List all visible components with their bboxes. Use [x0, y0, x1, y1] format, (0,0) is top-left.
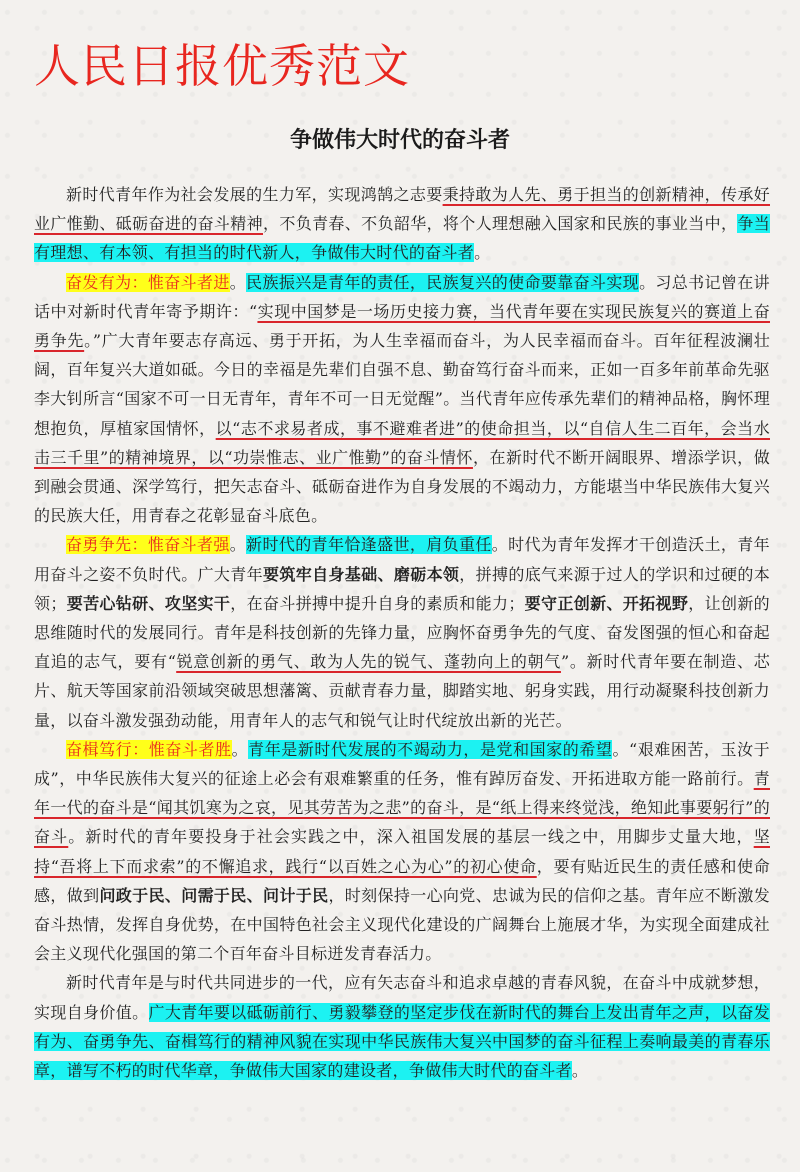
text-run: 。新时代的青年要投身于社会实践之中，深入祖国发展的基层一线之中，用脚步丈量大地，	[68, 827, 754, 847]
text-run: ，在奋斗拼搏中提升自身的素质和能力；	[230, 593, 525, 613]
text-run: ，拼搏的底气来源于过人的学识和过硬的本领；	[34, 564, 770, 613]
paragraph-section-1	[34, 268, 770, 531]
underlined-phrase: 青年一代的奋斗是“闻其饥寒为之哀，见其劳苦为之悲”的奋斗，是“纸上得来终觉浅，绝知此事要躬行”的奋斗	[34, 769, 770, 847]
underlined-phrase: 以“志不求易者成，事不避难者进”的使命担当，以“自信人生二百年，会当水击三千里”的精神境界，以“功崇惟志、业广惟勤”的奋斗情怀	[34, 418, 770, 467]
key-sentence-highlight: 新时代的青年恰逢盛世，肩负重任	[246, 535, 492, 555]
key-sentence-highlight: 民族振兴是青年的责任，民族复兴的使命要靠奋斗实现	[246, 272, 640, 292]
section-heading-highlight: 奋楫笃行：惟奋斗者胜	[66, 739, 232, 759]
text-run: 。时代为青年发挥才干创造沃土，青年用奋斗之姿不负时代。广大青年	[34, 535, 770, 584]
text-run: 。	[571, 1061, 589, 1081]
key-sentence-highlight: 青年是新时代发展的不竭动力，是党和国家的希望	[248, 739, 613, 759]
text-run: 。习总书记曾在讲话中对新时代青年寄予期许：“	[34, 272, 770, 321]
bold-phrase: 要筑牢自身基础、磨砺本领	[263, 564, 460, 584]
paragraph-intro	[34, 180, 770, 268]
underlined-phrase: 秉持敢为人先、勇于担当的创新精神，传承好业广惟勤、砥砺奋进的奋斗精神	[34, 185, 770, 234]
section-heading-highlight: 奋发有为：惟奋斗者进	[66, 272, 230, 292]
text-run: 。	[229, 535, 247, 555]
banner-title: 人民日报优秀范文	[34, 39, 410, 93]
text-run: ，在新时代不断开阔眼界、增添学识，做到融会贯通、深学笃行，把矢志奋斗、砥砺奋进作为自身发展的不竭动力，方能堪当中华民族伟大复兴的民族大任，用青春之花彰显奋斗底色。	[34, 447, 770, 526]
text-run: 新时代青年是与时代共同进步的一代，应有矢志奋斗和追求卓越的青春风貌，在奋斗中成就梦想，实现自身价值。	[34, 973, 770, 1022]
underlined-phrase: 坚持“吾将上下而求索”的不懈追求，践行“以百姓之心为心”的初心使命	[34, 827, 770, 876]
key-sentence-highlight: 广大青年要以砥砺前行、勇毅攀登的坚定步伐在新时代的舞台上发出青年之声，以奋发有为、奋勇争先、奋楫笃行的精神风貌在实现中华民族伟大复兴中国梦的奋斗征程上奏响最美的青春乐章，谱写不朽的时代华章，争做伟大国家的建设者，争做伟大时代的奋斗者	[34, 1002, 770, 1081]
article-body	[34, 180, 770, 1085]
text-run: ，让创新的思维随时代的发展同行。青年是科技创新的先锋力量，应胸怀奋勇争先的气度、奋发图强的恒心和奋起直追的志气，要有“	[34, 593, 770, 672]
underlined-phrase: 实现中国梦是一场历史接力赛，当代青年要在实现民族复兴的赛道上奋勇争先	[34, 301, 770, 351]
text-run: 。	[474, 243, 491, 263]
text-run: 。	[229, 272, 247, 292]
text-run: ，时刻保持一心向党、忠诚为民的信仰之基。青年应不断激发奋斗热情，发挥自身优势，在中国特色社会主义现代化建设的广阔舞台上施展才华，为实现全面建成社会主义现代化强国的第二个百年奋斗目标迸发青春活力。	[34, 885, 771, 964]
paragraph-conclusion	[34, 968, 770, 1085]
text-run: ”。新时代青年要在制造、芯片、航天等国家前沿领域突破思想藩篱、贡献青春力量，脚踏实地、躬身实践，用行动凝聚科技创新力量，以奋斗激发强劲动能，用青年人的志气和锐气让时代绽放出新的光芒。	[34, 652, 770, 730]
text-run: ，要有贴近民生的责任感和使命感，做到	[34, 856, 770, 905]
paragraph-section-3	[34, 735, 770, 969]
text-run: ，不负青春、不负韶华，将个人理想融入国家和民族的事业当中，	[263, 214, 738, 234]
bold-phrase: 要苦心钻研、攻坚实干	[66, 593, 231, 613]
bold-phrase: 问政于民、问需于民、问计于民	[99, 885, 329, 905]
text-run: 新时代青年作为社会发展的生力军，实现鸿鹄之志要	[66, 185, 443, 204]
text-run: 。”广大青年要志存高远、勇于开拓，为人生幸福而奋斗，为人民幸福而奋斗。百年征程波澜壮阔，百年复兴大道如砥。今日的幸福是先辈们自强不息、勤奋笃行奋斗而来，正如一百多年前革命先驱李大钊所言“国家不可一日无青年，青年不可一日无觉醒”。当代青年应传承先辈们的精神品格，胸怀理想抱负，厚植家国情怀，	[34, 331, 771, 438]
bold-phrase: 要守正创新、开拓视野	[524, 593, 689, 613]
underlined-phrase: 锐意创新的勇气、敢为人先的锐气、蓬勃向上的朝气	[176, 652, 561, 672]
text-run: 。	[231, 739, 249, 759]
text-run: 。“艰难困苦，玉汝于成”，中华民族伟大复兴的征途上必会有艰难繁重的任务，惟有踔厉奋发、开拓进取方能一路前行。	[34, 739, 770, 789]
article-title: 争做伟大时代的奋斗者	[289, 128, 510, 153]
section-heading-highlight: 奋勇争先：惟奋斗者强	[66, 535, 230, 555]
key-sentence-highlight: 争当有理想、有本领、有担当的时代新人，争做伟大时代的奋斗者	[34, 214, 771, 263]
paragraph-section-2	[34, 530, 770, 734]
